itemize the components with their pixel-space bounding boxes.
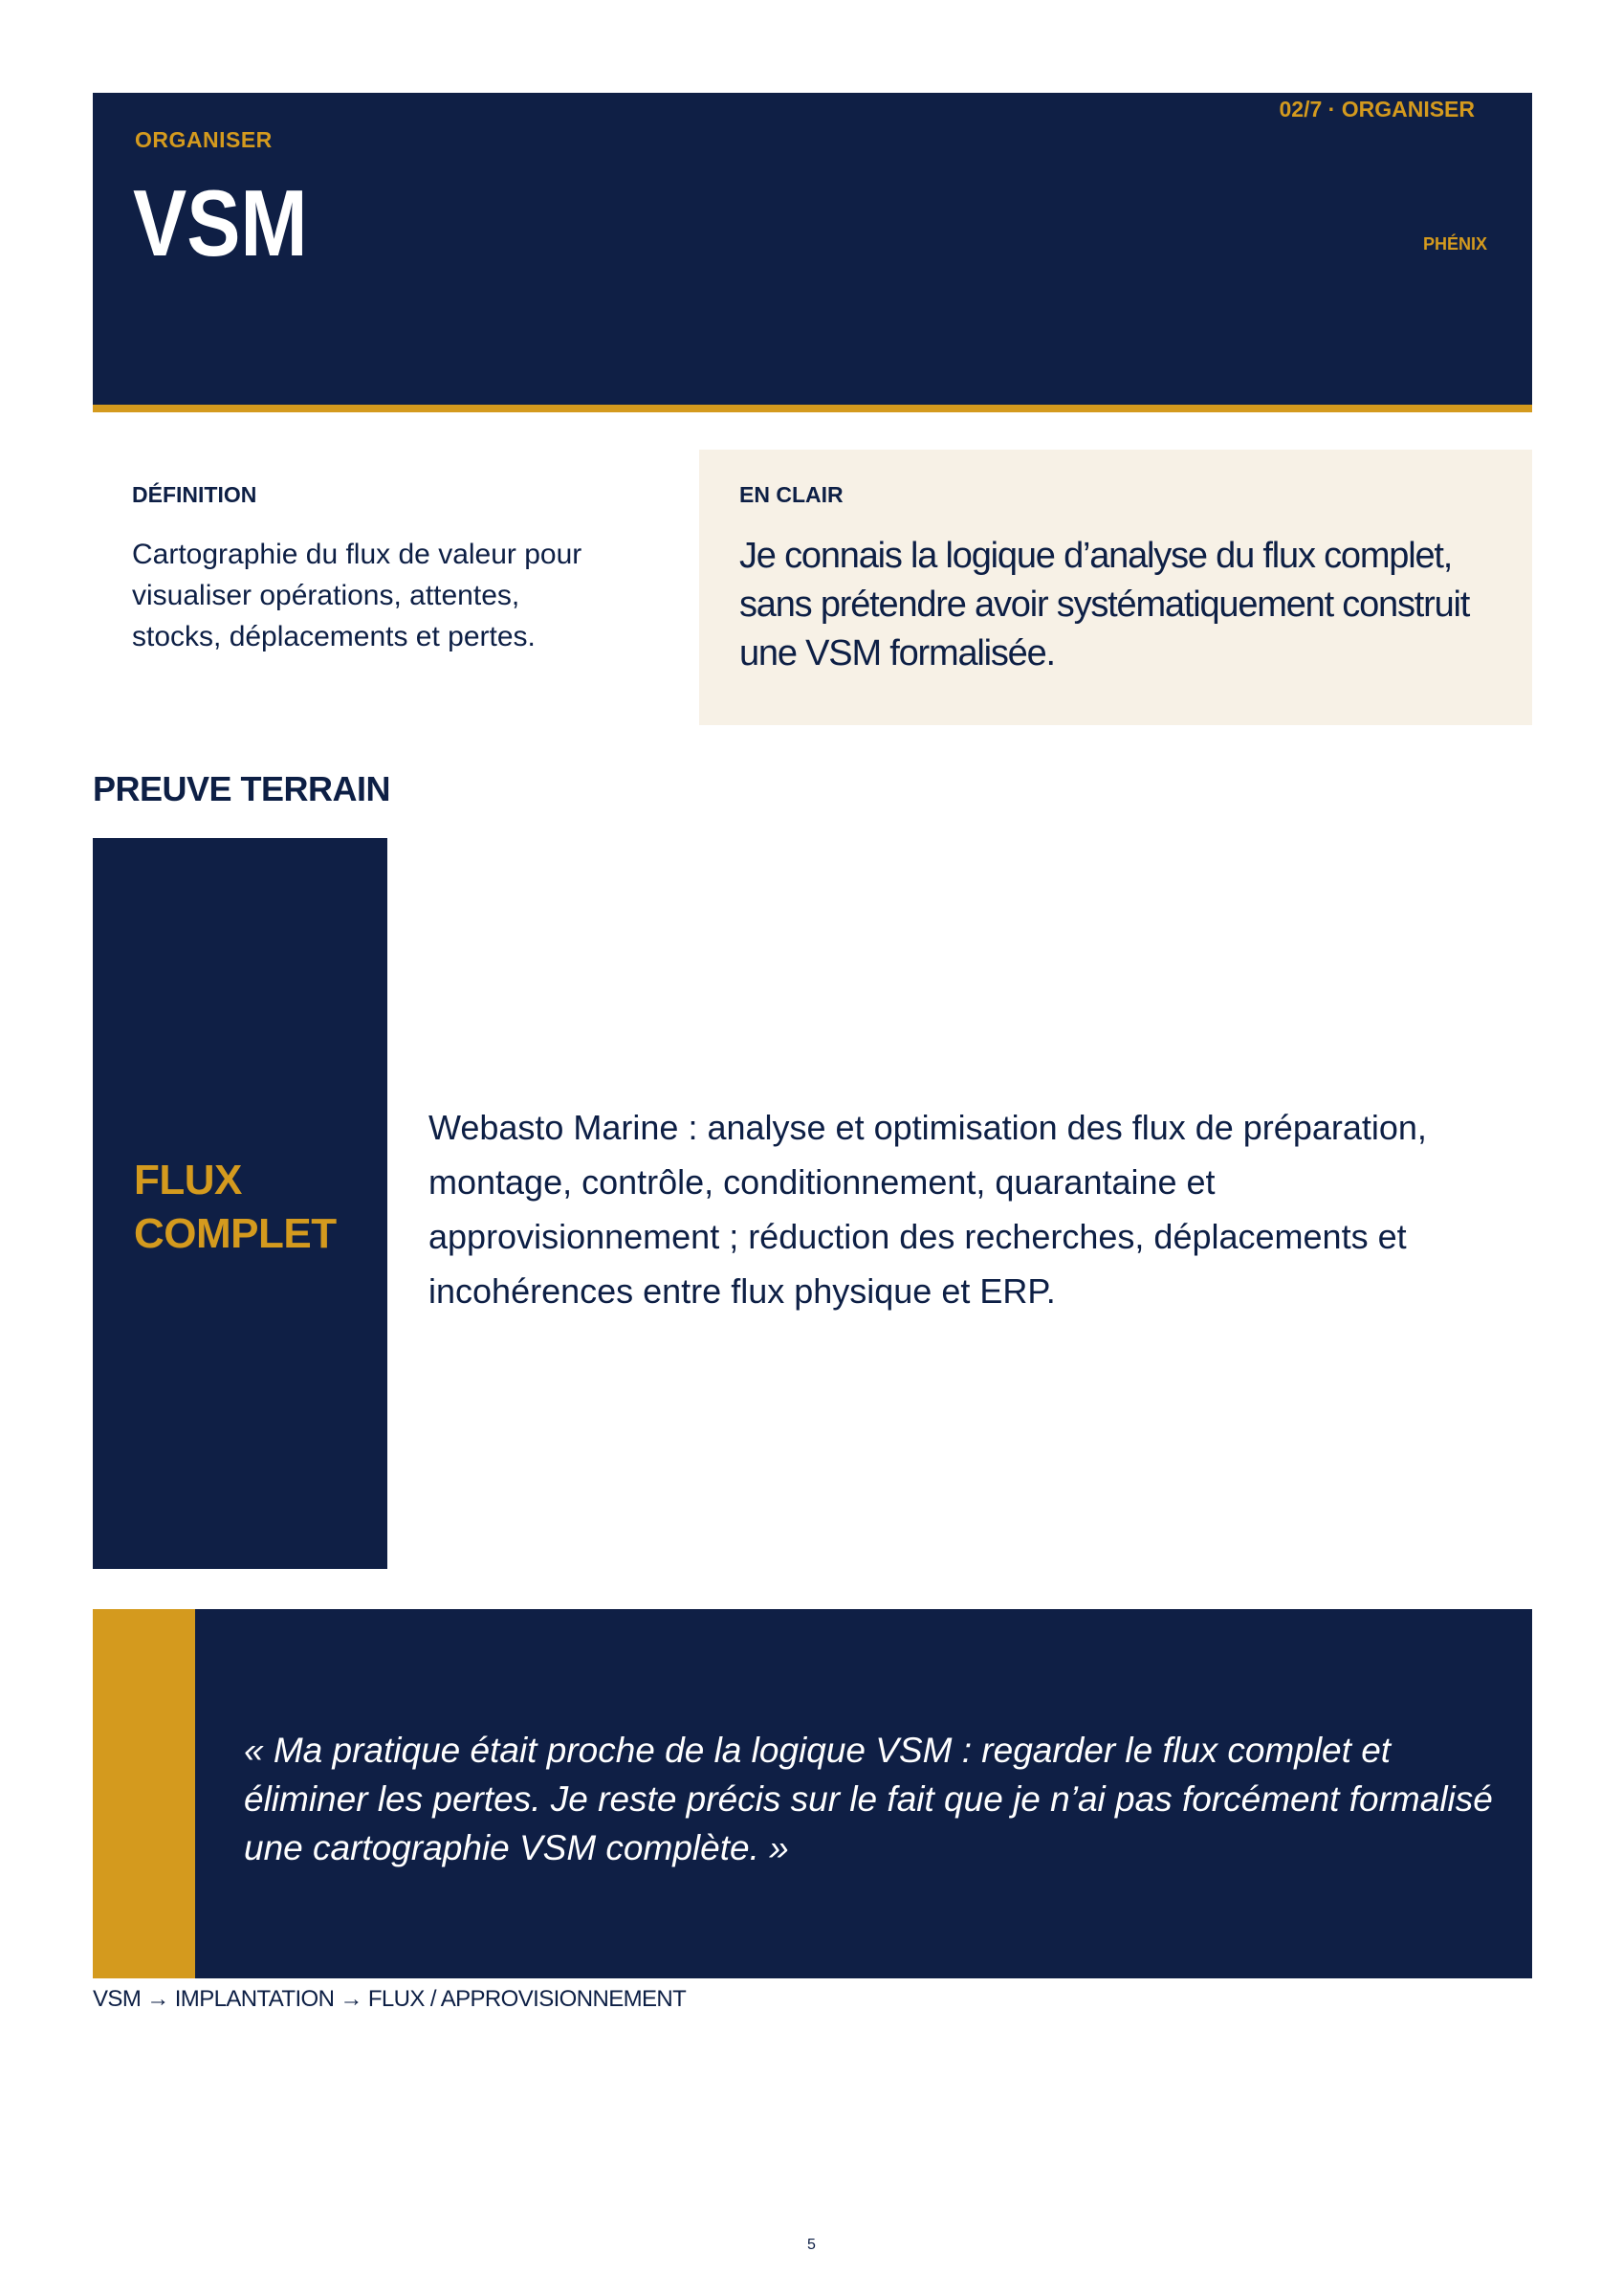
page-number: 5	[807, 2237, 816, 2253]
proof-section-title: PREUVE TERRAIN	[93, 769, 391, 808]
header-kicker: ORGANISER	[135, 127, 273, 152]
proof-text: Webasto Marine : analyse et optimisation des flux de préparation, montage, contrôle, conditionnement, quarantaine et approvisionnement ; réduction des recherches, déplacements et incohérences entre flux physique et ERP.	[428, 1108, 1427, 1311]
en-clair-text: Je connais la logique d’analyse du flux complet, sans prétendre avoir systématiquement construit une VSM formalisée.	[739, 536, 1470, 673]
quote-panel	[195, 1609, 1532, 1978]
proof-side-label-line1: FLUX	[134, 1157, 242, 1203]
en-clair-panel	[699, 450, 1532, 725]
page-indicator: 02/7 · ORGANISER	[1279, 97, 1475, 121]
en-clair-label: EN CLAIR	[739, 482, 844, 507]
definition-label: DÉFINITION	[132, 482, 257, 507]
page-header	[93, 93, 1532, 405]
definition-text: Cartographie du flux de valeur pour visualiser opérations, attentes, stocks, déplacements et pertes.	[132, 539, 582, 652]
flow-breadcrumb: VSM → IMPLANTATION → FLUX / APPROVISIONNEMENT	[93, 1986, 687, 2012]
page-title: VSM	[133, 170, 308, 276]
brand-label: PHÉNIX	[1422, 234, 1487, 254]
quote-text: « Ma pratique était proche de la logique VSM : regarder le flux complet et éliminer les pertes. Je reste précis sur le fait que je n’ai pas forcément formalisé une cartographie VSM complète. »	[244, 1731, 1493, 1867]
proof-side-panel	[93, 838, 387, 1569]
proof-side-label	[134, 1154, 337, 1261]
header-divider	[93, 405, 1532, 412]
quote-accent-bar	[93, 1609, 195, 1978]
proof-side-label-line2: COMPLET	[134, 1210, 337, 1257]
